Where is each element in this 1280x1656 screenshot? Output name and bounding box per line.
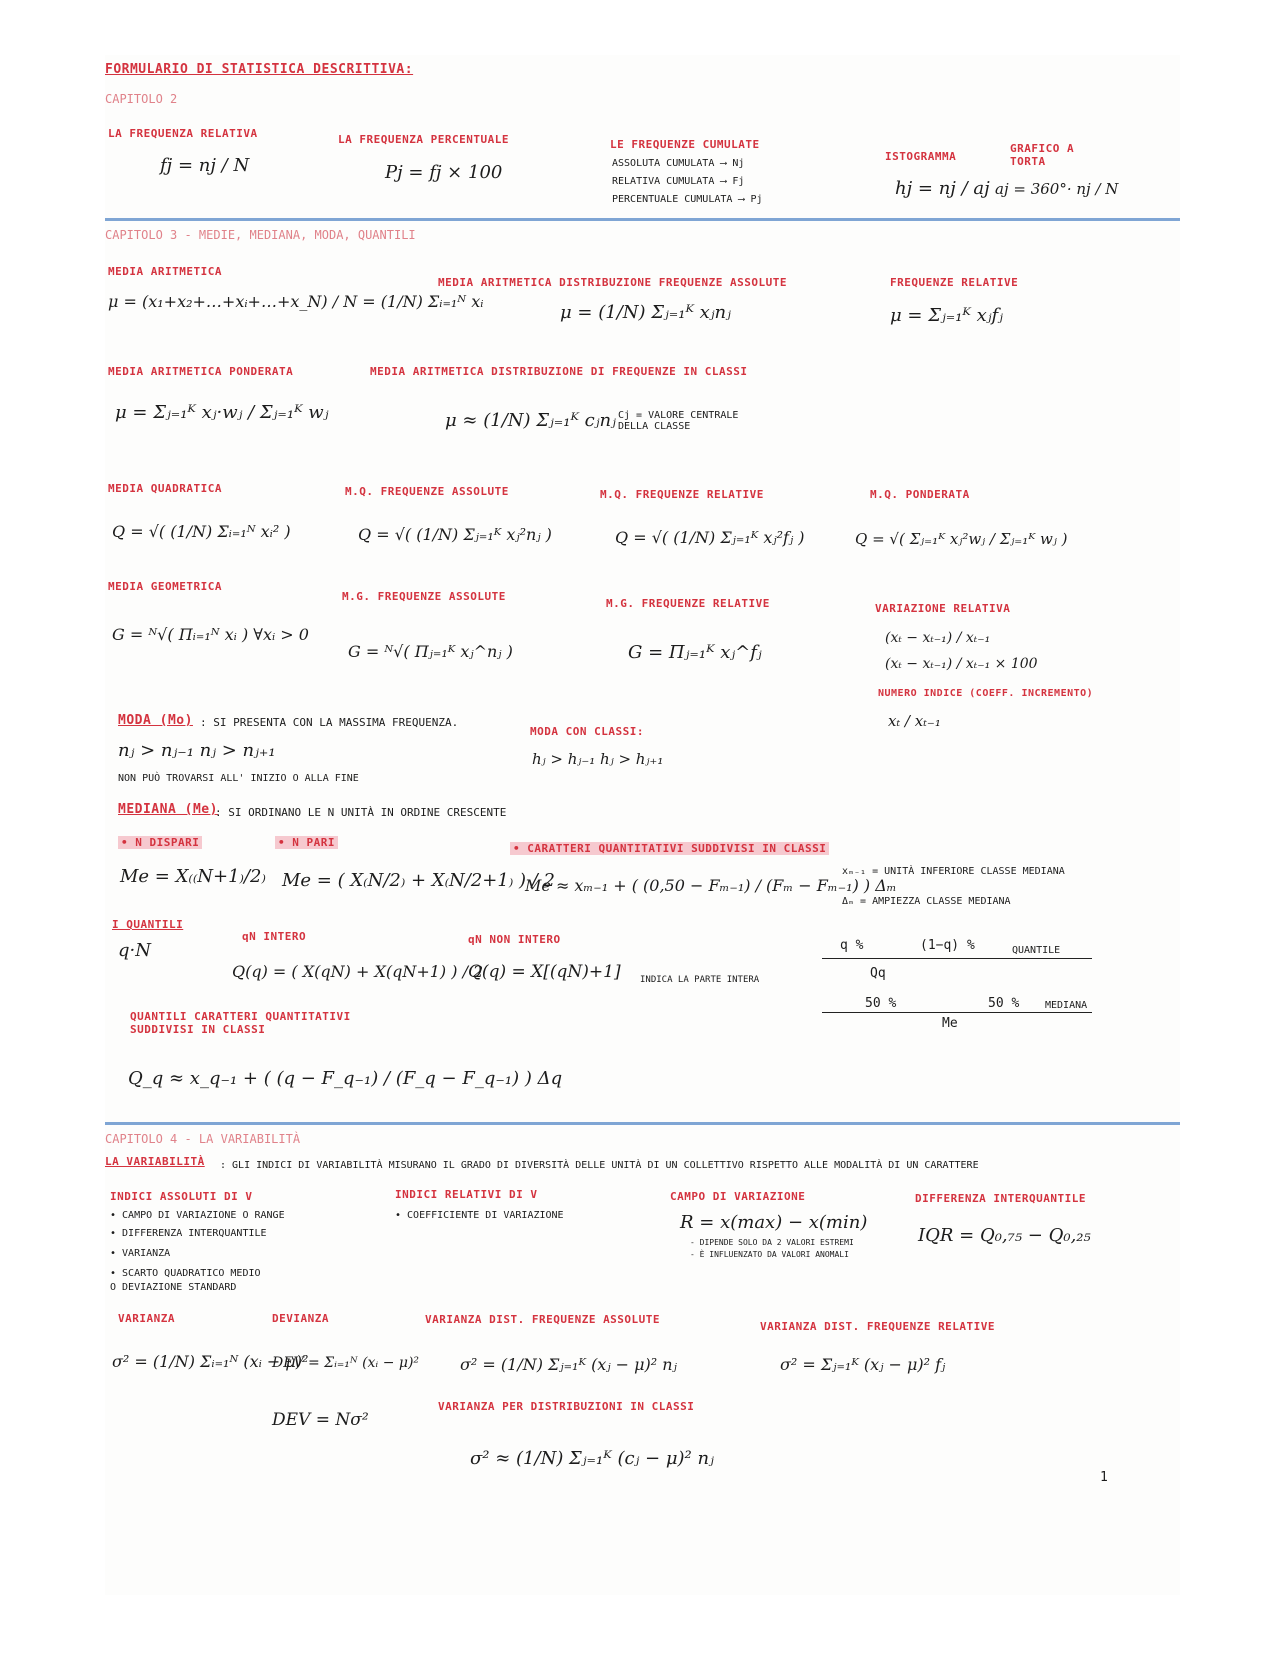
rel-index-item-1: • COEFFICIENTE DI VARIAZIONE bbox=[395, 1210, 564, 1221]
quad-mean-formula: Q = √( (1/N) Σᵢ₌₁ᴺ xᵢ² ) bbox=[112, 522, 291, 541]
qn-nonint-formula: Q(q) = X[(qN)+1] bbox=[468, 962, 621, 982]
freq-perc-label: LA FREQUENZA PERCENTUALE bbox=[338, 133, 509, 146]
quad-mean-rel-formula: Q = √( (1/N) Σⱼ₌₁ᴷ xⱼ²fⱼ ) bbox=[615, 528, 805, 547]
deviance-formula-2: DEV = Nσ² bbox=[272, 1410, 369, 1430]
quantile-Qq: Qq bbox=[870, 966, 886, 981]
page-number: 1 bbox=[1100, 1470, 1108, 1485]
geo-mean-rel-label: M.G. FREQUENZE RELATIVE bbox=[606, 597, 770, 610]
geo-mean-abs-label: M.G. FREQUENZE ASSOLUTE bbox=[342, 590, 506, 603]
quantiles-formula: q·N bbox=[118, 940, 151, 961]
variance-abs-formula: σ² = (1/N) Σⱼ₌₁ᴷ (xⱼ − μ)² nⱼ bbox=[460, 1355, 677, 1374]
variability-desc: : GLI INDICI DI VARIABILITÀ MISURANO IL GRADO DI DIVERSITÀ DELLE UNITÀ DI UN COLLETTIVO RISPETTO ALLE MODALITÀ DI UN CARATTERE bbox=[220, 1160, 979, 1171]
quantile-word: QUANTILE bbox=[1012, 945, 1061, 956]
freq-rel-formula: fj = nj / N bbox=[160, 155, 250, 176]
abs-index-item-5: O DEVIAZIONE STANDARD bbox=[110, 1282, 237, 1293]
qn-nonint-label: qN NON INTERO bbox=[468, 933, 561, 946]
quantile-axis bbox=[822, 958, 1092, 959]
mean-classes-formula: μ ≈ (1/N) Σⱼ₌₁ᴷ cⱼnⱼ bbox=[445, 410, 616, 431]
classes-note-1: xₘ₋₁ = UNITÀ INFERIORE CLASSE MEDIANA bbox=[842, 866, 1065, 877]
variance-classes-formula: σ² ≈ (1/N) Σⱼ₌₁ᴷ (cⱼ − μ)² nⱼ bbox=[470, 1448, 714, 1469]
abs-index-label: INDICI ASSOLUTI DI V bbox=[110, 1190, 253, 1203]
quad-mean-pond-label: M.Q. PONDERATA bbox=[870, 488, 970, 501]
n-odd-label: • N DISPARI bbox=[118, 836, 202, 849]
quantiles-label: I QUANTILI bbox=[112, 918, 184, 931]
pie-formula: aj = 360°· nj / N bbox=[995, 180, 1119, 198]
mean-abs-formula: μ = (1/N) Σⱼ₌₁ᴷ xⱼnⱼ bbox=[560, 302, 731, 323]
cum-perc: PERCENTUALE CUMULATA ⟶ Pj bbox=[612, 194, 763, 205]
deviance-formula: DEV = Σᵢ₌₁ᴺ (xᵢ − μ)² bbox=[272, 1355, 420, 1371]
range-formula: R = x(max) − x(min) bbox=[680, 1212, 868, 1233]
range-label: CAMPO DI VARIAZIONE bbox=[670, 1190, 806, 1203]
q-percent: q % bbox=[840, 938, 864, 953]
quad-mean-abs-label: M.Q. FREQUENZE ASSOLUTE bbox=[345, 485, 509, 498]
abs-index-item-1: • CAMPO DI VARIAZIONE O RANGE bbox=[110, 1210, 285, 1221]
quad-mean-abs-formula: Q = √( (1/N) Σⱼ₌₁ᴷ xⱼ²nⱼ ) bbox=[358, 525, 552, 544]
mode-formula: nⱼ > nⱼ₋₁ nⱼ > nⱼ₊₁ bbox=[118, 740, 276, 761]
n-odd-formula: Me = X₍₍N+1₎/2₎ bbox=[120, 866, 266, 887]
freq-rel-label: LA FREQUENZA RELATIVA bbox=[108, 127, 258, 140]
chapter-2-label: CAPITOLO 2 bbox=[105, 92, 178, 106]
one-minus-q-percent: (1−q) % bbox=[920, 938, 975, 953]
n-even-formula: Me = ( X₍N/2₎ + X₍N/2+1₎ ) / 2 bbox=[282, 870, 555, 891]
variance-formula: σ² = (1/N) Σᵢ₌₁ᴺ (xᵢ − μ)² bbox=[112, 1352, 309, 1371]
mean-classes-label: MEDIA ARITMETICA DISTRIBUZIONE DI FREQUENZE IN CLASSI bbox=[370, 365, 748, 378]
classes-label: • CARATTERI QUANTITATIVI SUDDIVISI IN CLASSI bbox=[510, 842, 829, 855]
geo-mean-label: MEDIA GEOMETRICA bbox=[108, 580, 222, 593]
quad-mean-label: MEDIA QUADRATICA bbox=[108, 482, 222, 495]
median-Me: Me bbox=[942, 1016, 958, 1031]
quad-mean-pond-formula: Q = √( Σⱼ₌₁ᴷ xⱼ²wⱼ / Σⱼ₌₁ᴷ wⱼ ) bbox=[855, 530, 1068, 548]
var-rel-formula-2: (xₜ − xₜ₋₁) / xₜ₋₁ × 100 bbox=[885, 656, 1038, 672]
mean-classes-note: Cj = VALORE CENTRALE DELLA CLASSE bbox=[618, 410, 739, 432]
deviance-label: DEVIANZA bbox=[272, 1312, 329, 1325]
chapter-3-label: CAPITOLO 3 - MEDIE, MEDIANA, MODA, QUANTILI bbox=[105, 228, 416, 242]
mode-classes-formula: hⱼ > hⱼ₋₁ hⱼ > hⱼ₊₁ bbox=[532, 750, 664, 768]
n-even-label: • N PARI bbox=[275, 836, 338, 849]
rel-index-label: INDICI RELATIVI DI V bbox=[395, 1188, 538, 1201]
mode-label: MODA (Mo) bbox=[118, 713, 193, 728]
variance-classes-label: VARIANZA PER DISTRIBUZIONI IN CLASSI bbox=[438, 1400, 695, 1413]
classes-note-2: Δₘ = AMPIEZZA CLASSE MEDIANA bbox=[842, 896, 1011, 907]
classes-formula: Me ≈ xₘ₋₁ + ( (0,50 − Fₘ₋₁) / (Fₘ − Fₘ₋₁) ) Δₘ bbox=[525, 876, 897, 895]
mode-note: NON PUÒ TROVARSI ALL' INIZIO O ALLA FINE bbox=[118, 773, 359, 784]
index-number-formula: xₜ / xₜ₋₁ bbox=[888, 712, 941, 730]
cum-abs: ASSOLUTA CUMULATA ⟶ Nj bbox=[612, 158, 745, 169]
var-rel-formula-1: (xₜ − xₜ₋₁) / xₜ₋₁ bbox=[885, 630, 991, 646]
variance-rel-label: VARIANZA DIST. FREQUENZE RELATIVE bbox=[760, 1320, 996, 1333]
variance-abs-label: VARIANZA DIST. FREQUENZE ASSOLUTE bbox=[425, 1313, 661, 1326]
variance-rel-formula: σ² = Σⱼ₌₁ᴷ (xⱼ − μ)² fⱼ bbox=[780, 1355, 946, 1374]
quad-mean-rel-label: M.Q. FREQUENZE RELATIVE bbox=[600, 488, 764, 501]
page-title: FORMULARIO DI STATISTICA DESCRITTIVA: bbox=[105, 62, 414, 77]
iqr-formula: IQR = Q₀,₇₅ − Q₀,₂₅ bbox=[918, 1225, 1091, 1246]
chapter-4-label: CAPITOLO 4 - LA VARIABILITÀ bbox=[105, 1132, 301, 1146]
iqr-label: DIFFERENZA INTERQUANTILE bbox=[915, 1192, 1086, 1205]
qn-int-formula: Q(q) = ( X(qN) + X(qN+1) ) / 2 bbox=[232, 962, 484, 981]
mean-abs-label: MEDIA ARITMETICA DISTRIBUZIONE FREQUENZE ASSOLUTE bbox=[438, 276, 788, 289]
quantiles-classes-formula: Q_q ≈ x_q₋₁ + ( (q − F_q₋₁) / (F_q − F_q₋₁) ) Δq bbox=[128, 1068, 563, 1089]
variance-label: VARIANZA bbox=[118, 1312, 175, 1325]
cum-freq-label: LE FREQUENZE CUMULATE bbox=[610, 138, 760, 151]
range-note-2: - È INFLUENZATO DA VALORI ANOMALI bbox=[690, 1250, 849, 1259]
median-50-right: 50 % bbox=[988, 996, 1020, 1011]
abs-index-item-2: • DIFFERENZA INTERQUANTILE bbox=[110, 1228, 267, 1239]
quantiles-classes-label: QUANTILI CARATTERI QUANTITATIVI SUDDIVISI IN CLASSI bbox=[130, 1010, 351, 1036]
section-divider bbox=[105, 218, 1180, 221]
histogram-formula: hj = nj / aj bbox=[895, 178, 990, 199]
median-desc: : SI ORDINANO LE N UNITÀ IN ORDINE CRESCENTE bbox=[215, 806, 507, 819]
variability-label: LA VARIABILITÀ bbox=[105, 1155, 205, 1168]
median-50-left: 50 % bbox=[865, 996, 897, 1011]
mean-formula: μ = (x₁+x₂+…+xᵢ+…+x_N) / N = (1/N) Σᵢ₌₁ᴺ xᵢ bbox=[108, 292, 484, 311]
median-axis bbox=[822, 1012, 1092, 1013]
pie-label: GRAFICO A TORTA bbox=[1010, 142, 1075, 168]
index-number-label: NUMERO INDICE (COEFF. INCREMENTO) bbox=[878, 688, 1094, 699]
cum-rel: RELATIVA CUMULATA ⟶ Fj bbox=[612, 176, 745, 187]
range-note-1: - DIPENDE SOLO DA 2 VALORI ESTREMI bbox=[690, 1238, 854, 1247]
geo-mean-abs-formula: G = ᴺ√( Πⱼ₌₁ᴷ xⱼ^nⱼ ) bbox=[348, 642, 513, 661]
var-rel-label: VARIAZIONE RELATIVA bbox=[875, 602, 1011, 615]
freq-perc-formula: Pj = fj × 100 bbox=[385, 162, 503, 183]
mean-rel-label: FREQUENZE RELATIVE bbox=[890, 276, 1019, 289]
weighted-mean-label: MEDIA ARITMETICA PONDERATA bbox=[108, 365, 294, 378]
abs-index-item-4: • SCARTO QUADRATICO MEDIO bbox=[110, 1268, 261, 1279]
qn-int-label: qN INTERO bbox=[242, 930, 307, 943]
weighted-mean-formula: μ = Σⱼ₌₁ᴷ xⱼ·wⱼ / Σⱼ₌₁ᴷ wⱼ bbox=[115, 402, 329, 423]
mean-rel-formula: μ = Σⱼ₌₁ᴷ xⱼfⱼ bbox=[890, 305, 1003, 326]
mode-desc: : SI PRESENTA CON LA MASSIMA FREQUENZA. bbox=[200, 716, 459, 729]
section-divider-2 bbox=[105, 1122, 1180, 1125]
median-label: MEDIANA (Me) bbox=[118, 802, 218, 817]
geo-mean-formula: G = ᴺ√( Πᵢ₌₁ᴺ xᵢ ) ∀xᵢ > 0 bbox=[112, 625, 309, 644]
histogram-label: ISTOGRAMMA bbox=[885, 150, 957, 163]
median-word: MEDIANA bbox=[1045, 1000, 1088, 1011]
abs-index-item-3: • VARIANZA bbox=[110, 1248, 171, 1259]
qn-nonint-note: INDICA LA PARTE INTERA bbox=[640, 975, 760, 985]
mode-classes-label: MODA CON CLASSI: bbox=[530, 725, 644, 738]
mean-label: MEDIA ARITMETICA bbox=[108, 265, 222, 278]
geo-mean-rel-formula: G = Πⱼ₌₁ᴷ xⱼ^fⱼ bbox=[628, 642, 762, 663]
